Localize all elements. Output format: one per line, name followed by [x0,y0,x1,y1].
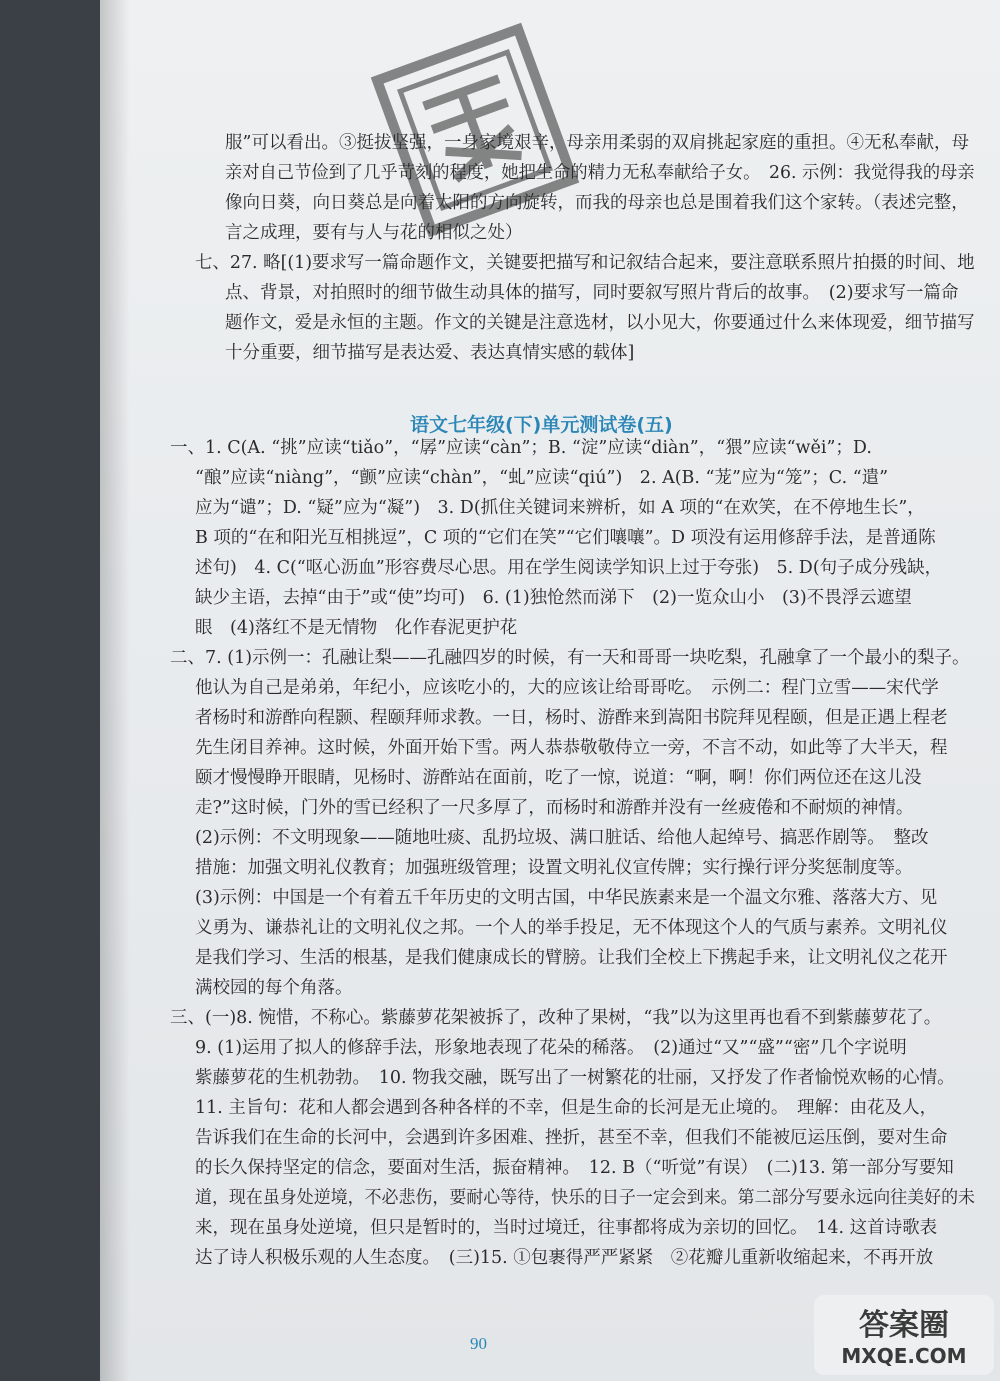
text-line: (3)示例：中国是一个有着五千年历史的文明古国，中华民族素来是一个温文尔雅、落落大方、见 [195,888,938,908]
text-line: 他认为自己是弟弟，年纪小，应该吃小的，大的应该让给哥哥吃。 示例二：程门立雪——宋代学 [195,678,939,698]
page-number: 90 [470,1334,487,1353]
section-title: 语文七年级(下)单元测试卷(五) [410,414,673,436]
text-line: 告诉我们在生命的长河中，会遇到许多困难、挫折，甚至不幸，但我们不能被厄运压倒，要对生命 [195,1128,948,1148]
text-line: 是我们学习、生活的根基，是我们健康成长的臂膀。让我们全校上下携起手来，让文明礼仪之花开 [195,948,948,968]
text-line: 9. (1)运用了拟人的修辞手法，形象地表现了花朵的稀落。 (2)通过“又”“盛”“密”几个字说明 [195,1038,907,1058]
text-line: 述句) 4. C(“呕心沥血”形容费尽心思。用在学生阅读学知识上过于夸张) 5. D(句子成分残缺， [195,558,943,578]
text-line: 走?”这时候，门外的雪已经积了一尺多厚了，而杨时和游酢并没有一丝疲倦和不耐烦的神情。 [195,798,914,818]
text-line: 满校园的每个角落。 [195,978,353,998]
text-line: 的长久保持坚定的信念，要面对生活，振奋精神。 12. B（“听觉”有误） (二)13. 第一部分写要知 [195,1158,954,1178]
text-line: 应为“谴”；D. “疑”应为“凝”) 3. D(抓住关键词来辨析，如 A 项的“在欢笑，在不停地生长”， [195,498,925,518]
text-line: 义勇为、谦恭礼让的文明礼仪之邦。一个人的举手投足，无不体现这个人的气质与素养。文明礼仪 [195,918,948,938]
watermark-bottom-text: MXQE.COM [841,1344,967,1368]
text-line: 七、27. 略[(1)要求写一篇命题作文，关键要把描写和记叙结合起来，要注意联系照片拍摄的时间、地 [195,253,975,273]
text-line: 11. 主旨句：花和人都会遇到各种各样的不幸，但是生命的长河是无止境的。 理解：由花及人， [195,1098,938,1118]
text-line: 服”可以看出。③挺拔坚强，一身家境艰辛，母亲用柔弱的双肩挑起家庭的重担。④无私奉献，母 [225,133,969,153]
text-line: 亲对自己节俭到了几乎苛刻的程度，她把生命的精力无私奉献给子女。 26. 示例：我觉得我的母亲 [225,163,975,183]
text-line: (2)示例：不文明现象——随地吐痰、乱扔垃圾、满口脏话、给他人起绰号、搞恶作剧等。 整改 [195,828,929,848]
text-line: 言之成理，要有与人与花的相似之处） [225,223,523,243]
page-edge-shadow [100,0,130,1381]
watermark-logo-icon [814,1295,994,1375]
text-line: 十分重要，细节描写是表达爱、表达真情实感的载体] [225,343,635,363]
text-line: 缺少主语，去掉“由于”或“使”均可) 6. (1)独怆然而涕下 (2)一览众山小 (3)不畏浮云遮望 [195,588,912,608]
text-line: 点、背景，对拍照时的细节做生动具体的描写，同时要叙写照片背后的故事。 (2)要求写一篇命 [225,283,959,303]
text-line: 题作文，爱是永恒的主题。作文的关键是注意选材，以小见大，你要通过什么来体现爱，细节描写 [225,313,975,333]
text-line: 达了诗人积极乐观的人生态度。 (三)15. ①包裹得严严紧紧 ②花瓣儿重新收缩起来，不再开放 [195,1248,934,1268]
text-line: 来，现在虽身处逆境，但只是暂时的，当时过境迁，往事都将成为亲切的回忆。 14. 这首诗歌表 [195,1218,938,1238]
text-line: 紫藤萝花的生机勃勃。 10. 物我交融，既写出了一树繁花的壮丽，又抒发了作者愉悦欢畅的心情。 [195,1068,955,1088]
text-line: 三、(一)8. 惋惜，不称心。紫藤萝花架被拆了，改种了果树，“我”以为这里再也看不到紫藤萝花了。 [170,1008,942,1028]
text-line: 一、1. C(A. “挑”应读“tiǎo”，“孱”应读“càn”；B. “淀”应读“diàn”，“猥”应读“wěi”；D. [170,438,872,458]
text-line: 措施：加强文明礼仪教育；加强班级管理；设置文明礼仪宣传牌；实行操行评分奖惩制度等。 [195,858,913,878]
text-line: 二、7. (1)示例一：孔融让梨——孔融四岁的时候，有一天和哥哥一块吃梨，孔融拿了一个最小的梨子。 [170,648,970,668]
text-line: 道，现在虽身处逆境，不必悲伤，要耐心等待，快乐的日子一定会到来。第二部分写要永远向往美好的未 [195,1188,975,1208]
watermark-top-text: 答案圈 [859,1308,949,1343]
text-line: 者杨时和游酢向程颢、程颐拜师求教。一日，杨时、游酢来到嵩阳书院拜见程颐，但是正遇上程老 [195,708,948,728]
text-line: B 项的“在和阳光互相挑逗”，C 项的“它们在笑”“它们嚷嚷”。D 项没有运用修辞手法，是普通陈 [195,528,936,548]
text-line: 先生闭目养神。这时候，外面开始下雪。两人恭恭敬敬侍立一旁，不言不动，如此等了大半天，程 [195,738,948,758]
text-line: 像向日葵，向日葵总是向着太阳的方向旋转，而我的母亲也总是围着我们这个家转。（表述完整， [225,193,969,213]
text-line: 颐才慢慢睁开眼睛，见杨时、游酢站在面前，吃了一惊，说道：“啊，啊！你们两位还在这儿没 [195,768,922,788]
text-line: “酿”应读“niàng”，“颤”应读“chàn”，“虬”应读“qiú”) 2. A(B. “茏”应为“笼”；C. “遣” [195,468,889,488]
text-line: 眼 (4)落红不是无情物 化作春泥更护花 [195,618,518,638]
